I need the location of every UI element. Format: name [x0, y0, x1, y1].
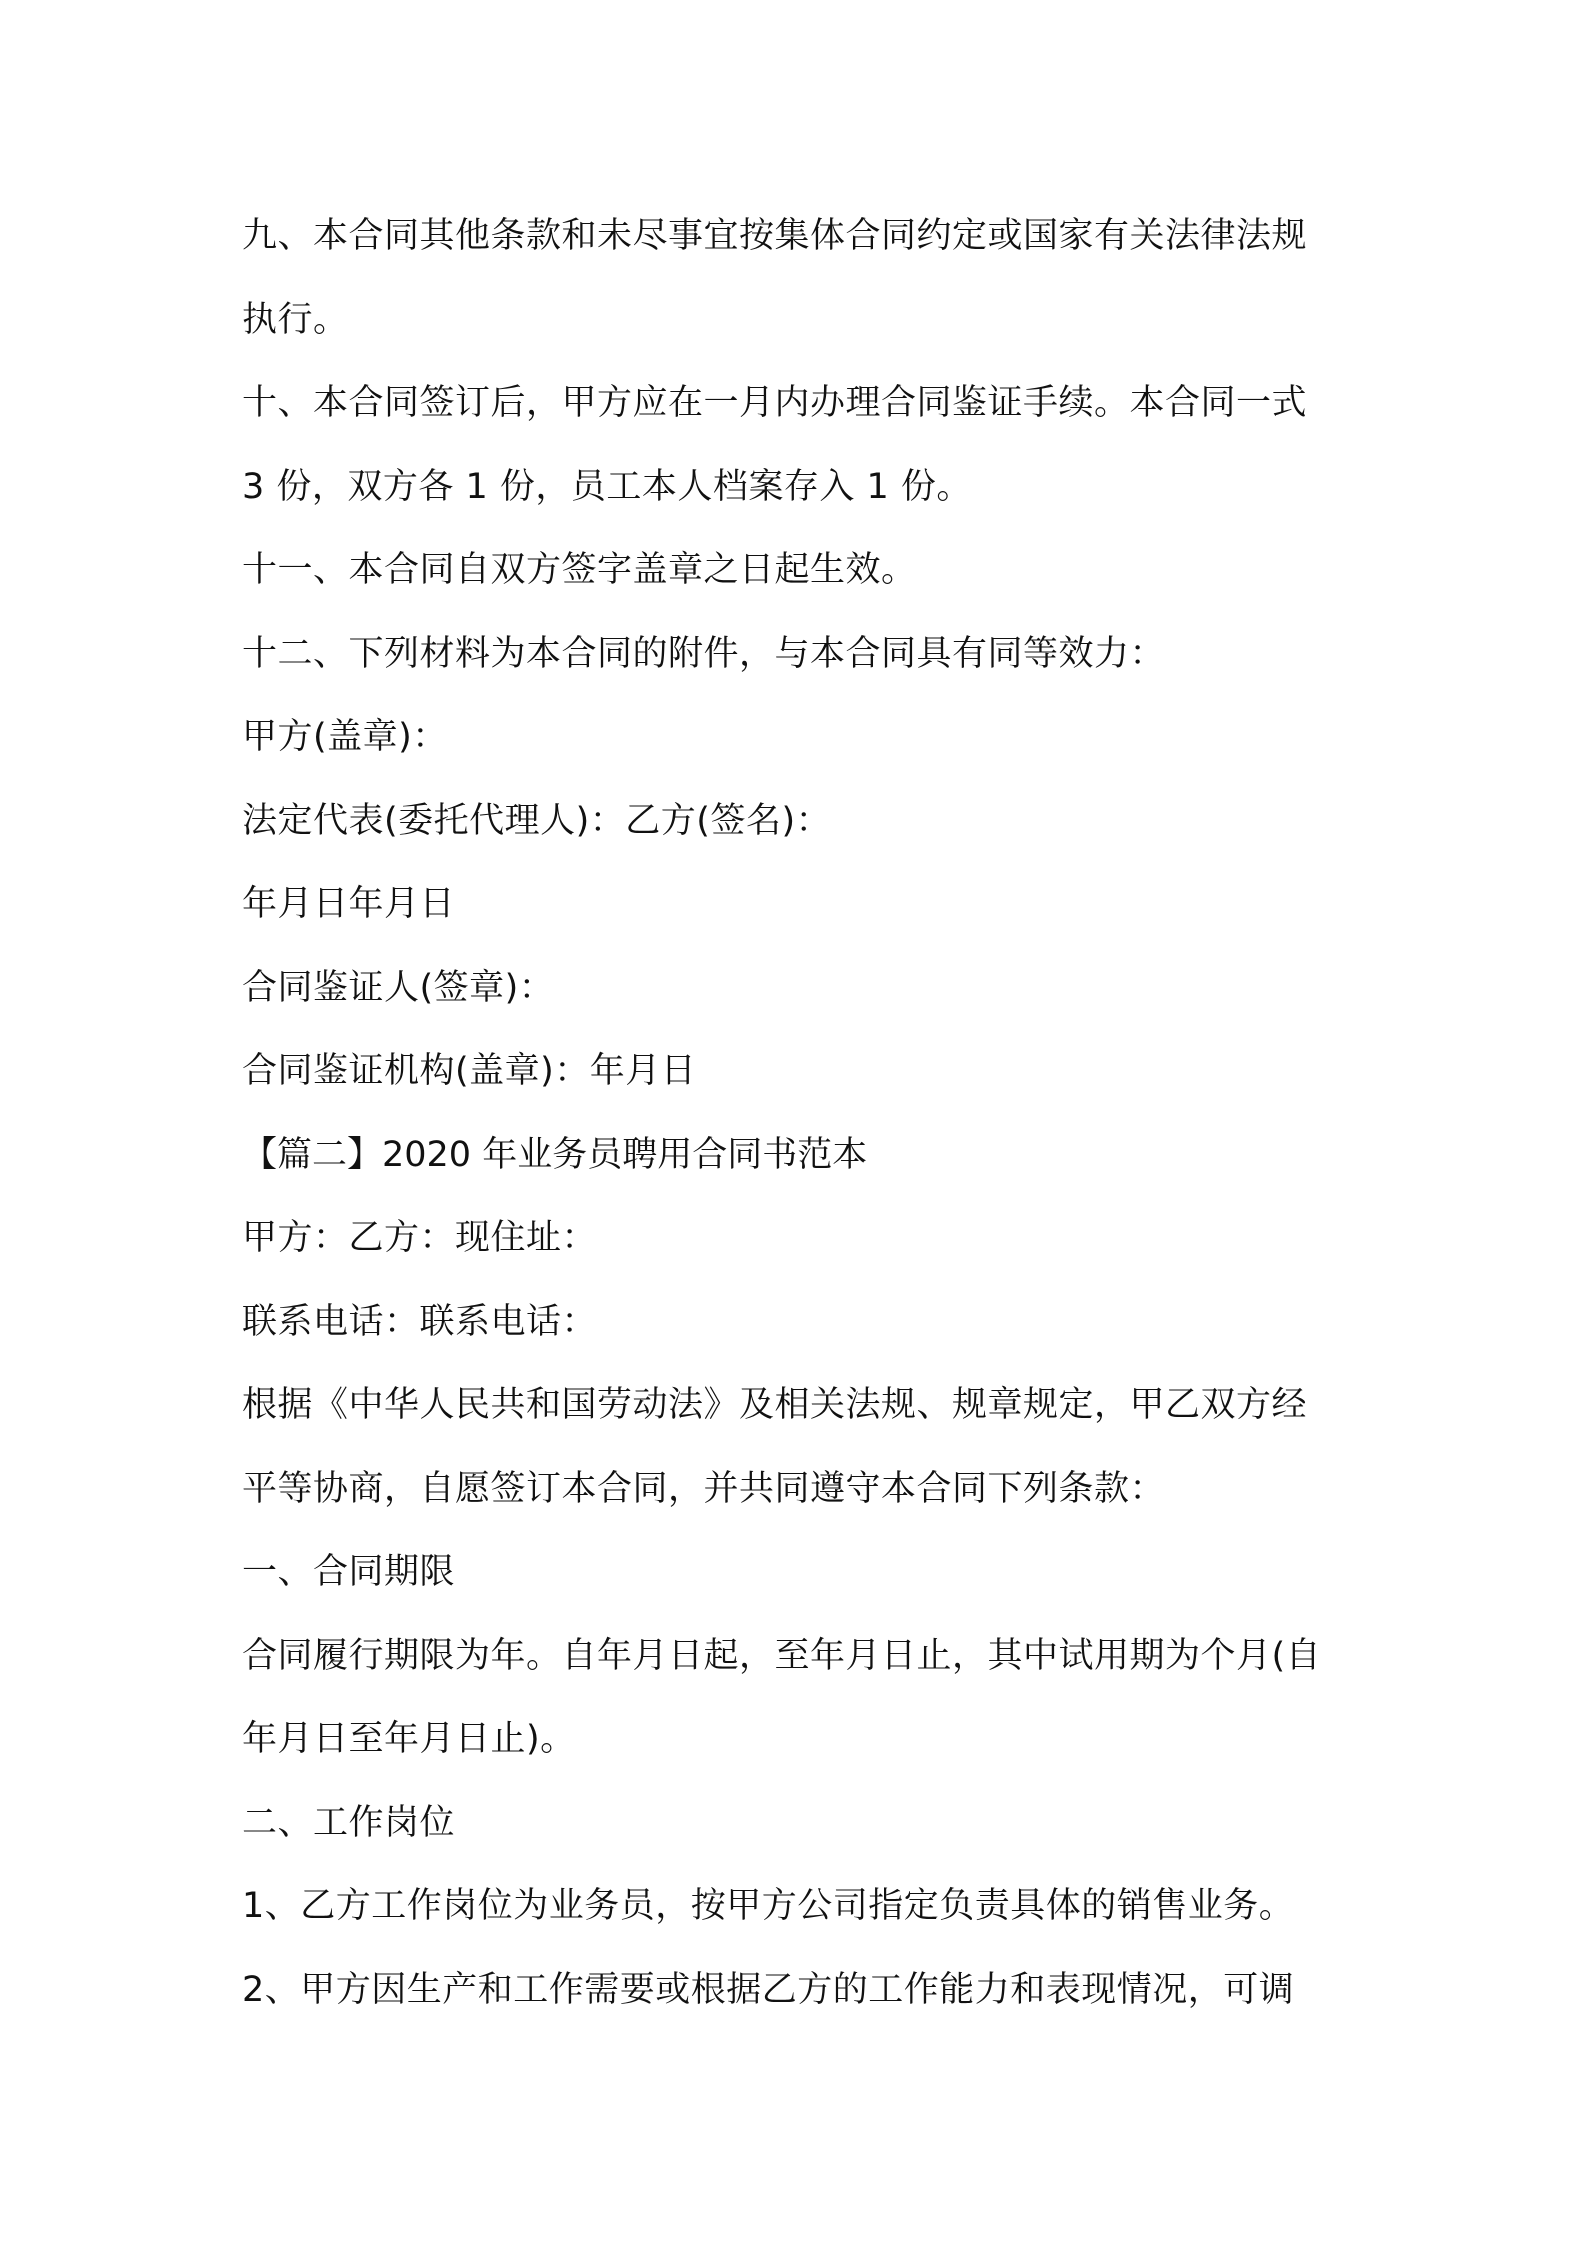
- article-2-item-2: 2、甲方因生产和工作需要或根据乙方的工作能力和表现情况，可调: [242, 1969, 1295, 2010]
- article-2-item-1: 1、乙方工作岗位为业务员，按甲方公司指定负责具体的销售业务。: [242, 1886, 1295, 1926]
- clause-10-line-1: 十、本合同签订后，甲方应在一月内办理合同鉴证手续。本合同一式: [242, 383, 1308, 423]
- clause-11: 十一、本合同自双方签字盖章之日起生效。: [242, 550, 917, 590]
- article-2-heading: 二、工作岗位: [242, 1802, 456, 1843]
- clause-10-line-2: 3 份，双方各 1 份，员工本人档案存入 1 份。: [242, 466, 972, 507]
- article-1-line-2: 年月日至年月日止)。: [242, 1719, 576, 1759]
- signature-dates: 年月日年月日: [242, 884, 456, 924]
- certification-agency: 合同鉴证机构(盖章)：年月日: [242, 1051, 697, 1091]
- section-2-title: 【篇二】2020 年业务员聘用合同书范本: [242, 1134, 868, 1175]
- parties-address: 甲方：乙方：现住址：: [242, 1218, 598, 1258]
- contact-phones: 联系电话：联系电话：: [242, 1301, 598, 1342]
- legal-representative-signature: 法定代表(委托代理人)：乙方(签名)：: [242, 800, 832, 841]
- article-1-line-1: 合同履行期限为年。自年月日起，至年月日止，其中试用期为个月(自: [242, 1635, 1322, 1676]
- preamble-line-1: 根据《中华人民共和国劳动法》及相关法规、规章规定，甲乙双方经: [242, 1385, 1308, 1425]
- clause-12: 十二、下列材料为本合同的附件，与本合同具有同等效力：: [242, 633, 1166, 674]
- article-1-heading: 一、合同期限: [242, 1552, 456, 1592]
- party-a-seal: 甲方(盖章)：: [242, 717, 448, 757]
- contract-certifier: 合同鉴证人(签章)：: [242, 967, 555, 1008]
- preamble-line-2: 平等协商，自愿签订本合同，并共同遵守本合同下列条款：: [242, 1468, 1166, 1509]
- clause-9-line-2: 执行。: [242, 299, 349, 340]
- clause-9-line-1: 九、本合同其他条款和未尽事宜按集体合同约定或国家有关法律法规: [242, 216, 1308, 256]
- document-body: [242, 195, 1362, 2032]
